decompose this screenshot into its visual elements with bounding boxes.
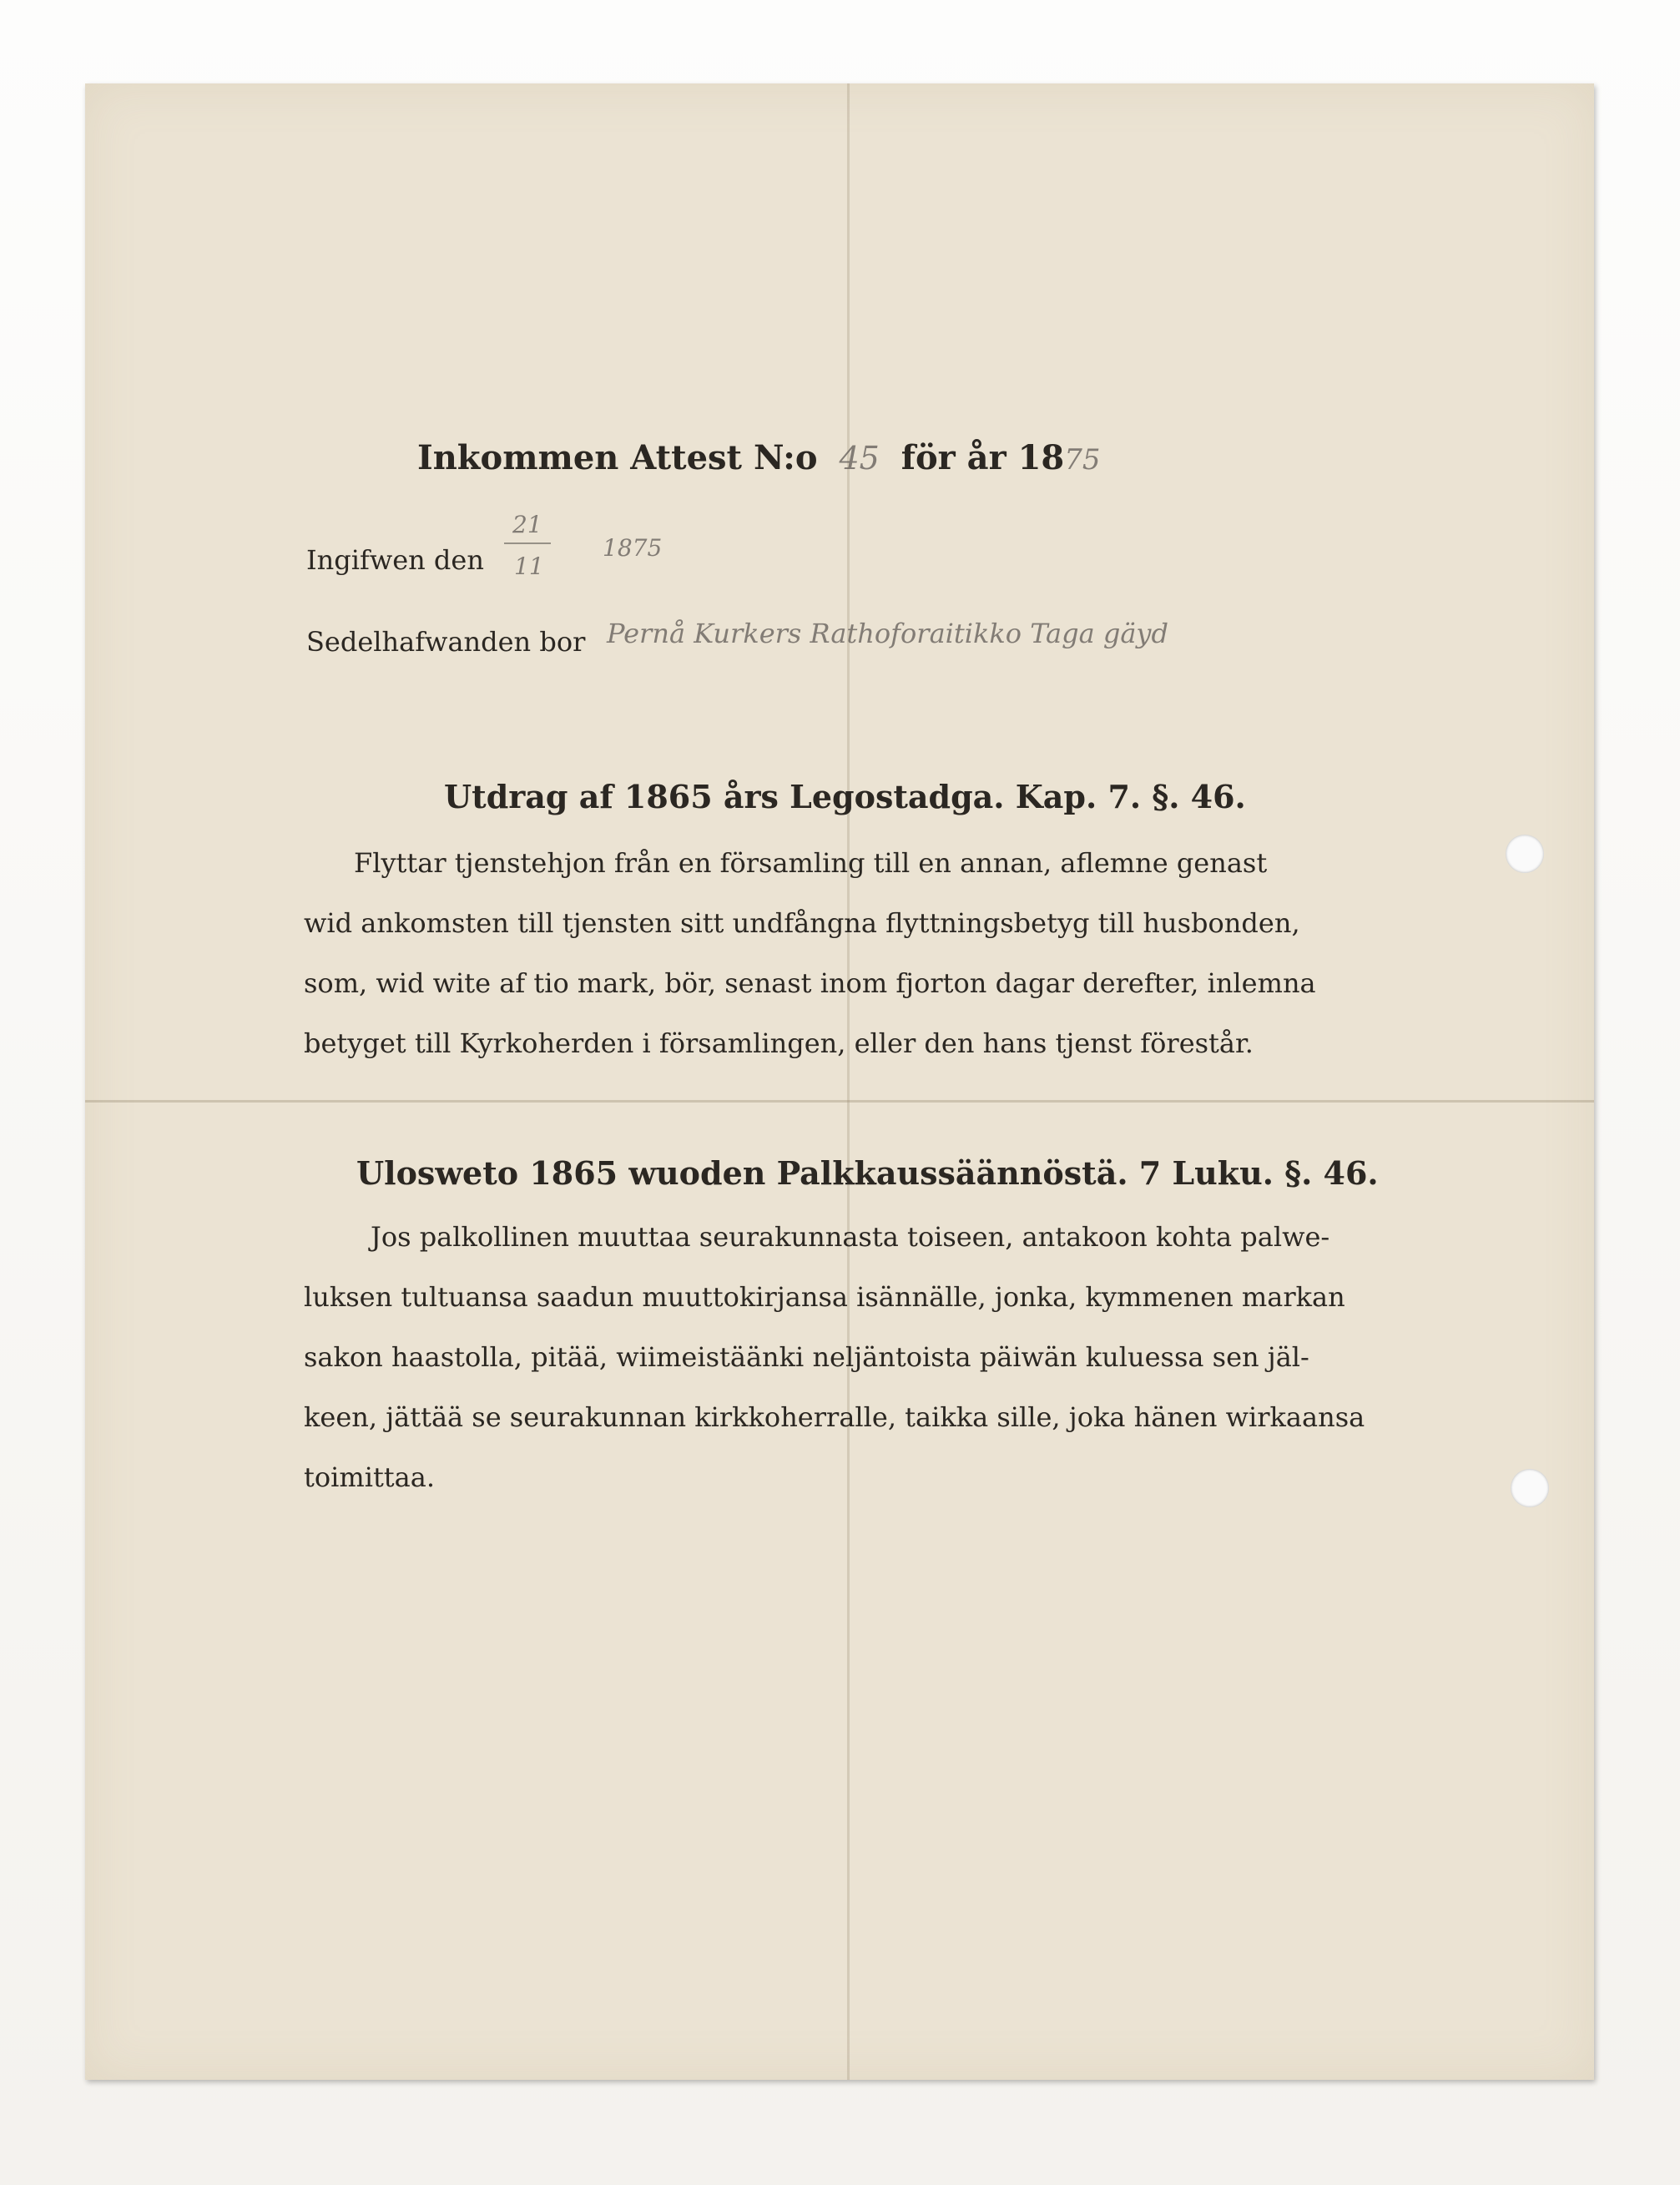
finnish-heading: Ulosweto 1865 wuoden Palkkaussäännöstä. 7 Luku. §. 46.: [356, 1154, 1379, 1192]
finnish-line: Jos palkollinen muuttaa seurakunnasta toiseen, antakoon kohta palwe-: [371, 1221, 1330, 1253]
swedish-line: Flyttar tjenstehjon från en församling till en annan, aflemne genast: [354, 847, 1268, 879]
submitted-label: Ingifwen den: [306, 544, 484, 576]
title-prefix: Inkommen Attest N:o: [417, 438, 818, 477]
resident-address: Pernå Kurkers Rathoforaitikko Taga gäyd: [607, 618, 1168, 649]
horizontal-fold: [85, 1100, 1594, 1103]
date-fraction-bar: [504, 542, 551, 544]
swedish-line: betyget till Kyrkoherden i församlingen, eller den hans tjenst förestår.: [304, 1027, 1254, 1059]
swedish-paragraph: [304, 847, 1439, 1098]
finnish-line: luksen tultuansa saadun muuttokirjansa isännälle, jonka, kymmenen markan: [304, 1281, 1345, 1313]
submitted-year: 1875: [603, 534, 663, 562]
swedish-heading: Utdrag af 1865 års Legostadga. Kap. 7. §. 46.: [444, 778, 1246, 815]
finnish-paragraph: [304, 1221, 1439, 1538]
finnish-line: sakon haastolla, pitää, wiimeistäänki neljäntoista päiwän kuluessa sen jäl-: [304, 1341, 1309, 1373]
bleed-through-area: [235, 267, 1404, 517]
punch-hole-top: [1506, 835, 1544, 873]
finnish-line: toimittaa.: [304, 1461, 435, 1493]
document-sheet: [85, 83, 1594, 2080]
title-year-label: för år 18: [901, 438, 1065, 477]
certificate-year: 75: [1064, 443, 1101, 477]
submitted-date-day: 21: [512, 511, 542, 538]
resident-label: Sedelhafwanden bor: [306, 626, 586, 658]
finnish-line: keen, jättää se seurakunnan kirkkoherralle, taikka sille, joka hänen wirkaansa: [304, 1401, 1365, 1433]
punch-hole-bottom: [1511, 1469, 1549, 1507]
swedish-line: wid ankomsten till tjensten sitt undfångna flyttningsbetyg till husbonden,: [304, 907, 1300, 939]
swedish-line: som, wid wite af tio mark, bör, senast inom fjorton dagar derefter, inlemna: [304, 967, 1316, 999]
submitted-date-month: 11: [514, 553, 544, 580]
certificate-number: 45: [839, 440, 880, 477]
certificate-title: [417, 438, 1101, 477]
